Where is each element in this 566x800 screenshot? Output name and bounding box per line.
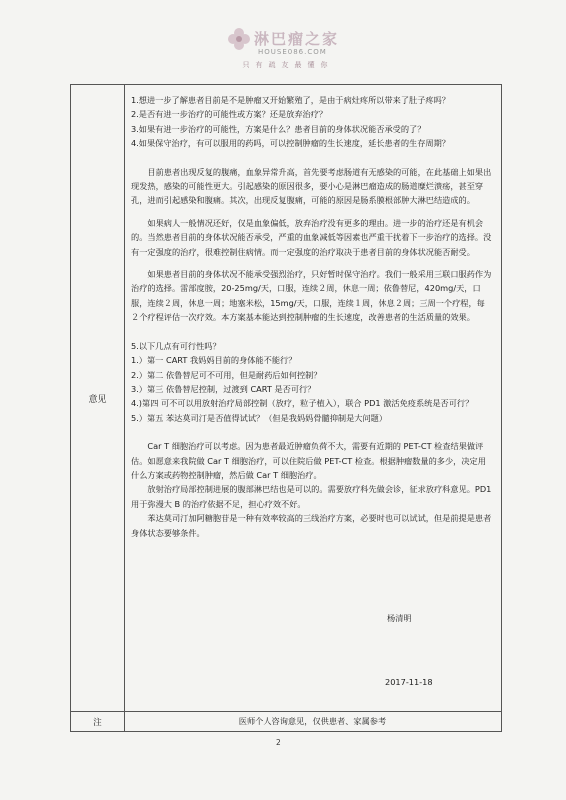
question-4: 4.如果保守治疗，有可以服用的药吗，可以控制肿瘤的生长速度，延长患者的生存周期？ <box>131 138 450 149</box>
logo-name: 淋巴瘤之家 <box>254 30 340 48</box>
question-5-title: 5.以下几点有可行性吗？ <box>131 340 221 351</box>
logo-site: HOUSE086.COM <box>258 48 327 56</box>
logo-flower-icon <box>226 26 252 52</box>
signature-date: 2017-11-18 <box>385 677 433 687</box>
page-number: 2 <box>276 738 281 747</box>
consultation-form <box>70 84 502 732</box>
logo-slogan: 只有疏友最懂你 <box>242 61 334 69</box>
opinion-row <box>71 85 501 712</box>
question-1: 1.想进一步了解患者目前是不是肿瘤又开始繁殖了，是由于病灶疼所以带来了肚子疼吗？ <box>131 95 450 105</box>
answer2-paragraph-2: 放射治疗局部控制进展的腹部淋巴结也是可以的。需要放疗科先做会诊，征求放疗科意见。PD1 用于弥漫大 B 的治疗依据不足，担心疗效不好。 <box>131 484 492 509</box>
answer-paragraph-2: 如果病人一般情况还好，仅是血象偏低，放弃治疗没有更多的理由。进一步的治疗还是有机会的。当然患者目前的身体状况能否承受，严重的血象减低等因素也严重干扰着下一步治疗的选择。没有一定强度的治疗，很难控制住病情。而一定强度的治疗取决于患者目前的身体状况能否耐受。 <box>131 217 492 257</box>
answer-paragraph-3: 如果患者目前的身体状况不能承受强烈治疗，只好暂时保守治疗。我们一般采用三联口服药作为治疗的选择。雷部度胺，20-25mg/天，口服，连续２周，休息一周；依鲁替尼，420mg/天，口服，连续２周，休息一周；地塞米松，15mg/天，口服，连续１周，休息２周；三周一个疗程，每２个疗程评估一次疗效。本方案基本能达到控制肿瘤的生长速度，改善患者的生活质量的效果。 <box>131 269 492 323</box>
question-2: 2.是否有进一步治疗的可能性或方案？还是放弃治疗？ <box>131 109 328 120</box>
note-text: 医师个人咨询意见，仅供患者、家属参考 <box>238 716 387 726</box>
question-5-item-2: 2.）第二 依鲁替尼可不可用，但是耐药后如何控制？ <box>131 369 322 380</box>
site-logo <box>210 24 360 76</box>
note-row <box>71 712 501 731</box>
question-5-item-5: 5.）第五 苯达莫司汀是否值得试试？（但是我妈妈骨髓抑制是大问题） <box>131 412 388 423</box>
answer2-paragraph-1: Car T 细胞治疗可以考虑。因为患者最近肿瘤负荷不大，需要有近期的 PET-CT 检查结果做评估。如愿意来我院做 Car T 细胞治疗，可以住院后做 PET-CT 检查。根据肿瘤数量的多少，决定用什么方案或药物控制肿瘤，然后做 Car T 细胞治疗。 <box>131 441 486 480</box>
answer-paragraph-1: 目前患者出现反复的腹痛，血象异常升高，首先要考虑肠道有无感染的可能，在此基础上如果出现发热，感染的可能性更大。引起感染的原因很多，要小心是淋巴瘤造成的肠道糜烂溃疡，甚至穿孔，进而引起感染和腹痛。其次，出现反复腹痛，可能的原因是肠系膜根部肿大淋巴结造成的。 <box>131 166 492 206</box>
question-5-item-3: 3.）第三 依鲁替尼控制，过渡到 CART 是否可行？ <box>131 383 316 394</box>
question-5-item-1: 1.）第一 CART 我妈妈目前的身体能不能行？ <box>131 355 297 366</box>
answer2-paragraph-3: 苯达莫司汀加阿糖胞苷是一种有效率较高的三线治疗方案，必要时也可以试试，但是前提是患者身体状态要够条件。 <box>131 513 492 538</box>
signature-name: 杨清明 <box>387 613 412 623</box>
question-3: 3.如果有进一步治疗的可能性，方案是什么？患者目前的身体状况能否承受的了？ <box>131 123 426 134</box>
note-label: 注 <box>71 712 125 731</box>
question-5-item-4: 4.)第四 可不可以用放射治疗局部控制（放疗，粒子植入），联合 PD1 激活免疫系统是否可行？ <box>131 398 474 409</box>
opinion-label: 意见 <box>71 85 125 711</box>
opinion-content <box>131 93 493 540</box>
